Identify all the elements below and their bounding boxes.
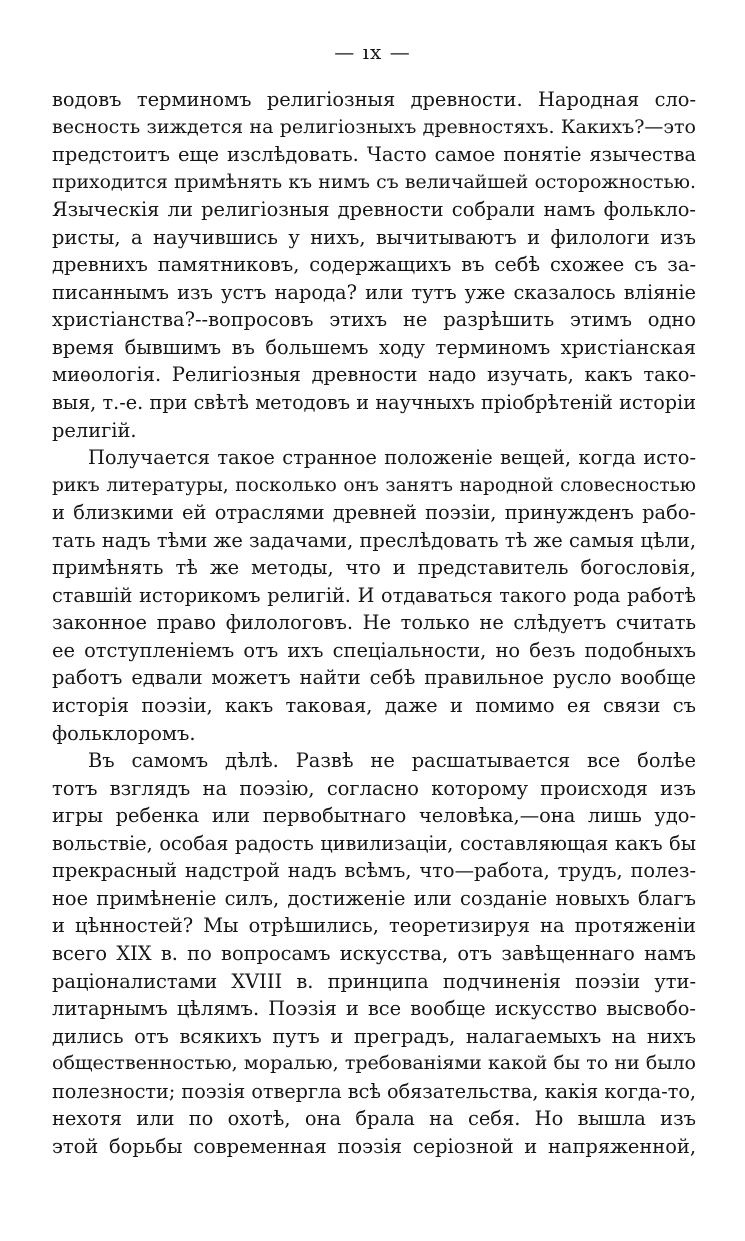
text-line: христіанства?--вопросовъ этихъ не разрѣшить этимъ одно	[52, 308, 696, 332]
page-number-header: — ıx —	[334, 40, 411, 64]
text-line: работъ едвали можетъ найти себѣ правильное русло вообще	[52, 666, 696, 690]
text-line: миѳологія. Религіозныя древности надо изучать, какъ тако-	[52, 363, 696, 387]
text-line: всего XIX в. по вопросамъ искусства, отъ завѣщеннаго намъ	[52, 941, 696, 965]
text-line: водовъ терминомъ религіозныя древности. Народная сло-	[52, 88, 696, 111]
text-line: этой борьбы современная поэзія серіозной и напряженной,	[52, 1134, 696, 1158]
text-line: выя, т.-е. при свѣтѣ методовъ и научныхъ пріобрѣтеній исторіи	[52, 391, 696, 415]
text-line: дились отъ всякихъ путъ и преградъ, налагаемыхъ на нихъ	[52, 1024, 696, 1048]
text-line: древнихъ памятниковъ, содержащихъ въ себѣ схожее съ за-	[52, 253, 696, 277]
text-line: литарнымъ цѣлямъ. Поэзія и все вообще искусство высвобо-	[52, 997, 696, 1021]
paragraph-start-line: Въ самомъ дѣлѣ. Развѣ не расшатывается все болѣе	[88, 749, 696, 773]
text-line: игры ребенка или первобытнаго человѣка,—она лишь удо-	[52, 804, 696, 828]
paragraph-start-line: Получается такое странное положеніе вещей, когда исто-	[88, 446, 696, 470]
text-line: вольствіе, особая радость цивилизаціи, составляющая какъ бы	[52, 831, 696, 855]
body-text	[52, 86, 696, 1160]
text-line: законное право филологовъ. Не только не слѣдуетъ считать	[52, 611, 696, 635]
text-line: рикъ литературы, посколько онъ занятъ народной словесностью	[52, 474, 696, 496]
text-line: и близкими ей отраслями древней поэзіи, принужденъ рабо-	[52, 501, 696, 525]
text-line: нехотя или по охотѣ, она брала на себя. Но вышла изъ	[52, 1107, 696, 1131]
text-line: Языческія ли религіозныя древности собрали намъ фолькло-	[52, 198, 696, 222]
text-line: ное примѣненіе силъ, достиженіе или созданіе новыхъ благъ	[52, 886, 696, 910]
text-line: время бывшимъ въ большемъ ходу терминомъ христіанская	[52, 335, 696, 359]
text-line: раціоналистами XVIII в. принципа подчиненія поэзіи ути-	[52, 969, 696, 993]
text-line: исторія поэзіи, какъ таковая, даже и помимо ея связи съ	[52, 694, 696, 718]
text-line: ристы, а научившись у нихъ, вычитываютъ и филологи изъ	[52, 225, 696, 249]
paragraph-end-line: религій.	[52, 418, 137, 442]
text-line: ставшій историкомъ религій. И отдаваться такого рода работѣ	[52, 583, 696, 607]
text-line: писаннымъ изъ устъ народа? или тутъ уже сказалось вліяніе	[52, 280, 696, 304]
text-line: тотъ взглядъ на поэзію, согласно которому происходя изъ	[52, 776, 696, 800]
text-line: общественностью, моралью, требованіями какой бы то ни было	[52, 1052, 696, 1075]
paragraph-end-line: фольклоромъ.	[52, 721, 196, 745]
text-line: прекрасный надстрой надъ всѣмъ, что—работа, трудъ, полез-	[52, 859, 696, 883]
text-line: предстоитъ еще изслѣдовать. Часто самое понятіе язычества	[52, 143, 696, 167]
text-line: примѣнять тѣ же методы, что и представитель богословія,	[52, 556, 696, 580]
text-line: тать надъ тѣми же задачами, преслѣдовать тѣ же самыя цѣли,	[52, 528, 696, 552]
text-line: ее отступленіемъ отъ ихъ спеціальности, но безъ подобныхъ	[52, 638, 696, 662]
text-line: полезности; поэзія отвергла всѣ обязательства, какія когда-то,	[52, 1079, 696, 1103]
text-line: весность зиждется на религіозныхъ древностяхъ. Какихъ?—это	[52, 115, 696, 138]
text-line: приходится примѣнять къ нимъ съ величайшей осторожностью.	[52, 171, 696, 193]
text-line: и цѣнностей? Мы отрѣшились, теоретизируя на протяженіи	[52, 914, 696, 938]
